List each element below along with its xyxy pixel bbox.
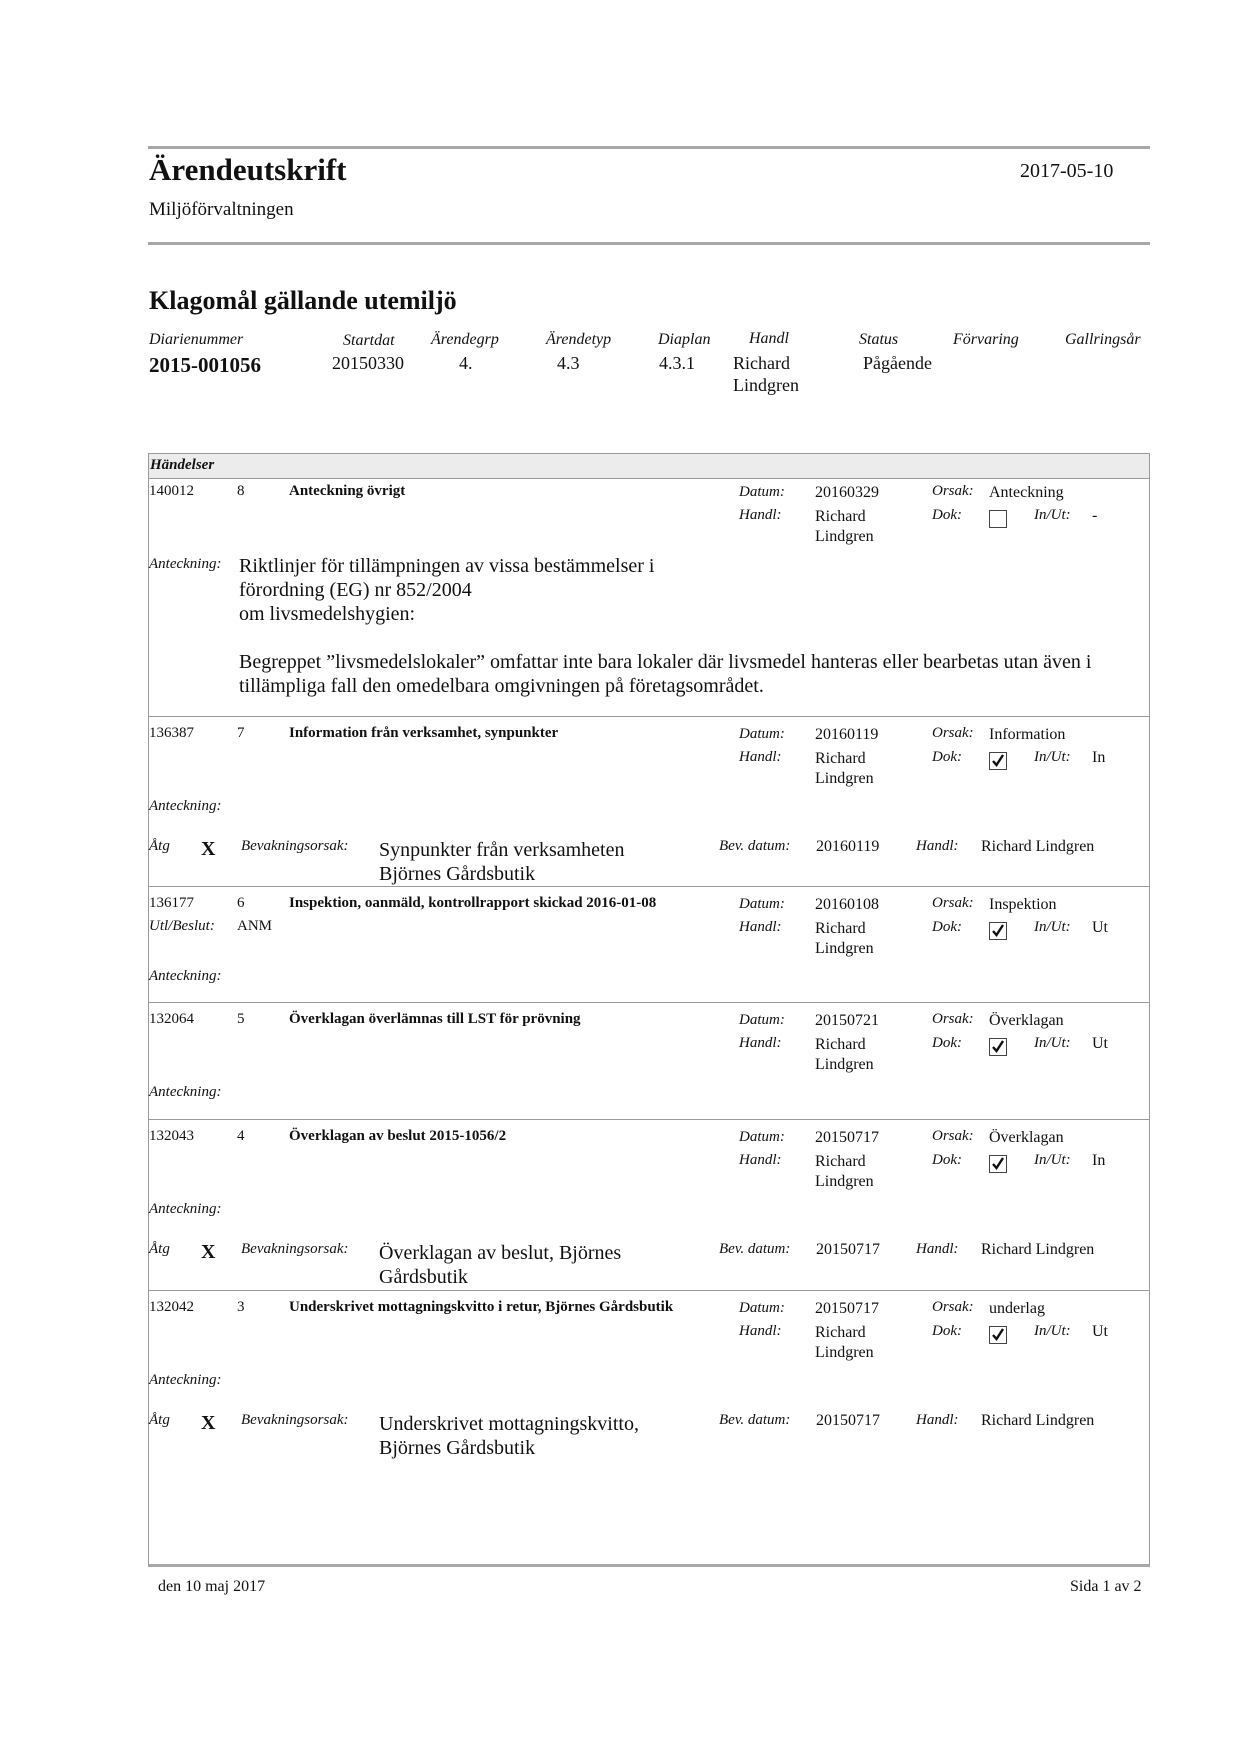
event-separator — [149, 886, 1149, 887]
bev-datum-label: Bev. datum: — [719, 838, 791, 854]
label-gallringsar: Gallringsår — [1065, 331, 1141, 348]
event-separator — [149, 1119, 1149, 1120]
anteckning-label: Anteckning: — [149, 556, 222, 572]
department-name: Miljöförvaltningen — [149, 199, 294, 220]
bev-datum: 20160119 — [816, 838, 880, 855]
note-line: tillämpliga fall den omedelbara omgivningen på företagsområdet. — [239, 675, 764, 697]
event-id: 132042 — [149, 1299, 194, 1315]
event-title: Underskrivet mottagningskvitto i retur, Björnes Gårdsbutik — [289, 1299, 674, 1315]
label-forvaring: Förvaring — [953, 331, 1019, 348]
event-id: 136387 — [149, 725, 194, 741]
bev-reason-line: Gårdsbutik — [379, 1266, 468, 1288]
event-handl-line2: Lindgren — [815, 770, 874, 787]
dok-label: Dok: — [932, 1152, 962, 1168]
bevakningsorsak-label: Bevakningsorsak: — [241, 1412, 349, 1428]
checkmark-icon — [991, 923, 1005, 937]
dok-checkbox[interactable] — [989, 1038, 1007, 1056]
note-line: Riktlinjer för tillämpningen av vissa bestämmelser i — [239, 555, 655, 577]
orsak-label: Orsak: — [932, 483, 974, 499]
event-inut: In — [1092, 1152, 1106, 1169]
bev-reason-line: Synpunkter från verksamheten — [379, 839, 625, 861]
event-inut: Ut — [1092, 1323, 1108, 1340]
bev-handl-label: Handl: — [916, 1241, 959, 1257]
bev-handl: Richard Lindgren — [981, 1412, 1095, 1429]
handl-label: Handl: — [739, 507, 782, 523]
atg-mark: X — [201, 1412, 216, 1434]
handl-label: Handl: — [739, 1152, 782, 1168]
bev-datum-label: Bev. datum: — [719, 1241, 791, 1257]
event-datum: 20150721 — [815, 1012, 879, 1029]
label-arendegrp: Ärendegrp — [431, 331, 499, 348]
header-rule — [148, 242, 1150, 245]
handl-label: Handl: — [739, 749, 782, 765]
event-inut: Ut — [1092, 1035, 1108, 1052]
event-datum: 20160119 — [815, 726, 879, 743]
dok-label: Dok: — [932, 749, 962, 765]
datum-label: Datum: — [739, 1129, 785, 1145]
footer-date: den 10 maj 2017 — [158, 1578, 266, 1595]
dok-label: Dok: — [932, 1035, 962, 1051]
anteckning-label: Anteckning: — [149, 798, 222, 814]
event-title: Inspektion, oanmäld, kontrollrapport skickad 2016-01-08 — [289, 895, 657, 911]
datum-label: Datum: — [739, 1012, 785, 1028]
datum-label: Datum: — [739, 484, 785, 500]
print-date: 2017-05-10 — [1020, 160, 1114, 182]
label-diarienummer: Diarienummer — [149, 331, 244, 348]
handl-label: Handl: — [739, 1323, 782, 1339]
orsak-label: Orsak: — [932, 1299, 974, 1315]
checkmark-icon — [991, 1156, 1005, 1170]
label-handl: Handl — [749, 330, 789, 347]
dok-checkbox[interactable] — [989, 1155, 1007, 1173]
event-number: 6 — [237, 895, 245, 911]
bev-datum-label: Bev. datum: — [719, 1412, 791, 1428]
footer-page-number: Sida 1 av 2 — [1070, 1578, 1142, 1595]
dok-label: Dok: — [932, 507, 962, 523]
event-orsak: Överklagan — [989, 1012, 1064, 1029]
bev-reason-line: Överklagan av beslut, Björnes — [379, 1242, 622, 1264]
event-title: Information från verksamhet, synpunkter — [289, 725, 559, 741]
event-id: 132064 — [149, 1011, 194, 1027]
bev-handl: Richard Lindgren — [981, 1241, 1095, 1258]
checkmark-icon — [991, 1327, 1005, 1341]
orsak-label: Orsak: — [932, 1128, 974, 1144]
checkmark-icon — [991, 1039, 1005, 1053]
dok-checkbox[interactable] — [989, 922, 1007, 940]
anteckning-label: Anteckning: — [149, 968, 222, 984]
anteckning-label: Anteckning: — [149, 1201, 222, 1217]
events-table — [148, 453, 1150, 1567]
events-heading: Händelser — [150, 457, 215, 473]
atg-label: Åtg — [149, 1241, 170, 1257]
dok-label: Dok: — [932, 919, 962, 935]
event-orsak: Inspektion — [989, 896, 1057, 913]
label-arendetyp: Ärendetyp — [546, 331, 612, 348]
events-heading-bar — [149, 454, 1149, 479]
inut-label: In/Ut: — [1034, 507, 1071, 523]
inut-label: In/Ut: — [1034, 1035, 1071, 1051]
utl-beslut-label: Utl/Beslut: — [149, 918, 215, 934]
atg-mark: X — [201, 1241, 216, 1263]
event-number: 5 — [237, 1011, 245, 1027]
event-datum: 20160329 — [815, 484, 879, 501]
label-diaplan: Diaplan — [658, 331, 711, 348]
value-handl-line1: Richard — [733, 353, 790, 373]
bev-reason-line: Björnes Gårdsbutik — [379, 863, 536, 885]
bev-handl: Richard Lindgren — [981, 838, 1095, 855]
event-handl-line1: Richard — [815, 750, 866, 767]
event-number: 7 — [237, 725, 245, 741]
anteckning-label: Anteckning: — [149, 1084, 222, 1100]
bev-handl-label: Handl: — [916, 1412, 959, 1428]
dok-checkbox[interactable] — [989, 1326, 1007, 1344]
event-separator — [149, 716, 1149, 717]
event-orsak: Överklagan — [989, 1129, 1064, 1146]
event-id: 140012 — [149, 483, 194, 499]
bev-reason-line: Underskrivet mottagningskvitto, — [379, 1413, 639, 1435]
handl-label: Handl: — [739, 1035, 782, 1051]
atg-mark: X — [201, 838, 216, 860]
datum-label: Datum: — [739, 726, 785, 742]
event-title: Överklagan av beslut 2015-1056/2 — [289, 1128, 507, 1144]
value-arendetyp: 4.3 — [557, 353, 580, 373]
event-handl-line1: Richard — [815, 1153, 866, 1170]
datum-label: Datum: — [739, 1300, 785, 1316]
event-inut: - — [1092, 507, 1098, 524]
label-status: Status — [859, 331, 899, 348]
note-line: om livsmedelshygien: — [239, 603, 416, 625]
event-datum: 20150717 — [815, 1129, 879, 1146]
event-handl-line1: Richard — [815, 1036, 866, 1053]
value-startdat: 20150330 — [332, 353, 404, 373]
event-datum: 20150717 — [815, 1300, 879, 1317]
event-number: 8 — [237, 483, 245, 499]
checkmark-icon — [991, 753, 1005, 767]
top-rule — [148, 146, 1150, 149]
label-startdat: Startdat — [343, 332, 395, 349]
value-arendegrp: 4. — [459, 353, 473, 373]
case-title: Klagomål gällande utemiljö — [149, 286, 457, 315]
bev-datum: 20150717 — [816, 1241, 880, 1258]
atg-label: Åtg — [149, 838, 170, 854]
event-inut: In — [1092, 749, 1106, 766]
orsak-label: Orsak: — [932, 725, 974, 741]
anteckning-label: Anteckning: — [149, 1372, 222, 1388]
bevakningsorsak-label: Bevakningsorsak: — [241, 838, 349, 854]
document-title: Ärendeutskrift — [149, 152, 347, 187]
inut-label: In/Ut: — [1034, 1152, 1071, 1168]
event-title: Överklagan överlämnas till LST för prövning — [289, 1011, 581, 1027]
bev-handl-label: Handl: — [916, 838, 959, 854]
event-number: 3 — [237, 1299, 245, 1315]
event-title: Anteckning övrigt — [289, 483, 406, 499]
event-separator — [149, 1002, 1149, 1003]
event-handl-line2: Lindgren — [815, 940, 874, 957]
event-handl-line2: Lindgren — [815, 528, 874, 545]
atg-label: Åtg — [149, 1412, 170, 1428]
value-diaplan: 4.3.1 — [659, 353, 695, 373]
event-handl-line2: Lindgren — [815, 1173, 874, 1190]
event-inut: Ut — [1092, 919, 1108, 936]
orsak-label: Orsak: — [932, 895, 974, 911]
inut-label: In/Ut: — [1034, 1323, 1071, 1339]
event-datum: 20160108 — [815, 896, 879, 913]
event-utl-beslut: ANM — [237, 918, 273, 934]
event-handl-line1: Richard — [815, 508, 866, 525]
inut-label: In/Ut: — [1034, 919, 1071, 935]
inut-label: In/Ut: — [1034, 749, 1071, 765]
event-orsak: Information — [989, 726, 1066, 743]
note-line: Begreppet ”livsmedelslokaler” omfattar inte bara lokaler där livsmedel hanteras eller bearbetas utan även i — [239, 651, 1092, 673]
value-handl-line2: Lindgren — [733, 375, 799, 395]
event-orsak: Anteckning — [989, 484, 1064, 501]
handl-label: Handl: — [739, 919, 782, 935]
event-separator — [149, 1290, 1149, 1291]
event-number: 4 — [237, 1128, 245, 1144]
bev-datum: 20150717 — [816, 1412, 880, 1429]
event-id: 136177 — [149, 895, 194, 911]
bev-reason-line: Björnes Gårdsbutik — [379, 1437, 536, 1459]
event-handl-line2: Lindgren — [815, 1344, 874, 1361]
dok-checkbox[interactable] — [989, 510, 1007, 528]
value-status: Pågående — [863, 353, 932, 373]
event-handl-line2: Lindgren — [815, 1056, 874, 1073]
event-id: 132043 — [149, 1128, 194, 1144]
event-orsak: underlag — [989, 1300, 1045, 1317]
datum-label: Datum: — [739, 896, 785, 912]
orsak-label: Orsak: — [932, 1011, 974, 1027]
event-handl-line1: Richard — [815, 1324, 866, 1341]
bevakningsorsak-label: Bevakningsorsak: — [241, 1241, 349, 1257]
note-line: förordning (EG) nr 852/2004 — [239, 579, 472, 601]
value-diarienummer: 2015-001056 — [149, 353, 261, 377]
dok-label: Dok: — [932, 1323, 962, 1339]
dok-checkbox[interactable] — [989, 752, 1007, 770]
event-handl-line1: Richard — [815, 920, 866, 937]
